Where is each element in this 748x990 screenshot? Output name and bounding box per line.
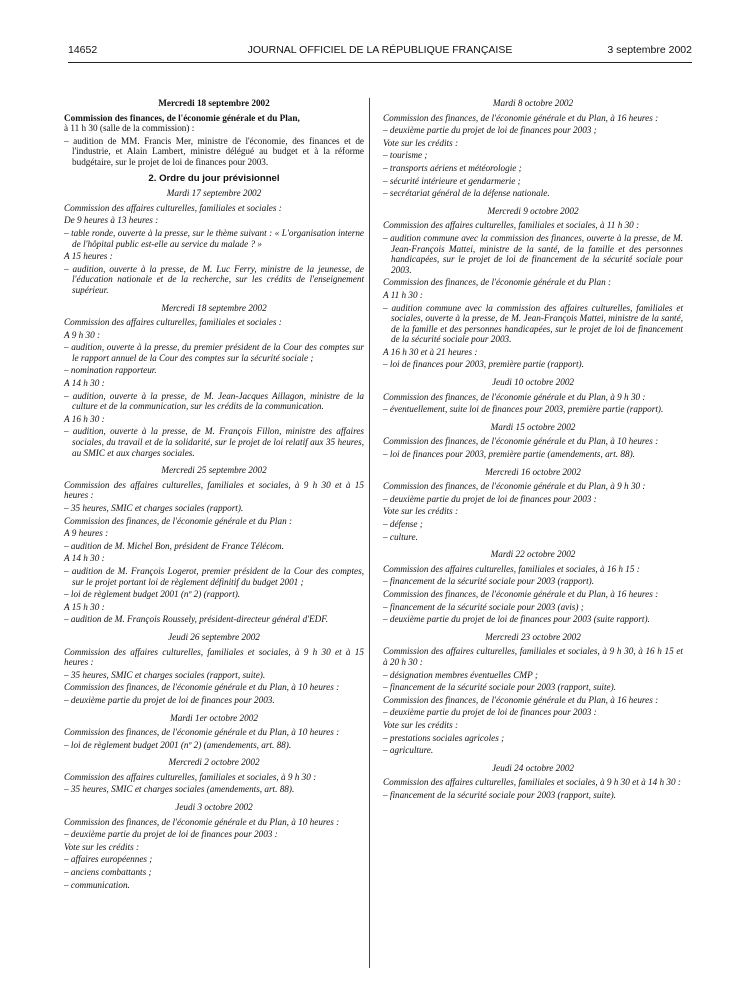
agenda-item: – audition commune avec la commission des affaires culturelles, familiales et sociales, ouverte à la presse, de M. Jean-François Mattei, ministre de la santé, de la famille et des personnes handicapées, sur le projet de loi de financement de la sécurité sociale pour 2003. — [383, 302, 683, 345]
commission-name: Commission des affaires culturelles, familiales et sociales, à 9 h 30 : — [64, 771, 317, 782]
session-time: De 9 heures à 13 heures : — [64, 215, 159, 226]
agenda-item: – audition de MM. Francis Mer, ministre de l'économie, des finances et de l'industrie, et Alain Lambert, ministre délégué au budget et à la réforme budgétaire, sur le projet de loi de finances pour 2003. — [64, 135, 364, 167]
session-time: A 15 heures : — [64, 251, 113, 262]
date-heading: Mardi 15 octobre 2002 — [490, 421, 576, 432]
date-heading: Mercredi 23 octobre 2002 — [485, 631, 581, 642]
session-time: A 16 h 30 et à 21 heures : — [383, 346, 478, 357]
vote-heading: Vote sur les crédits : — [383, 506, 459, 517]
page-header — [68, 44, 692, 62]
vote-item: – affaires européennes ; — [64, 854, 153, 865]
commission-name: Commission des affaires culturelles, familiales et sociales, à 9 h 30 et à 15 heures : — [64, 646, 364, 668]
commission-name: Commission des finances, de l'économie générale et du Plan, à 10 heures : — [64, 727, 340, 738]
commission-name: Commission des finances, de l'économie générale et du Plan, à 10 heures : — [64, 682, 340, 693]
agenda-item: – loi de finances pour 2003, première partie (amendements, art. 88). — [383, 449, 635, 460]
date-heading: Mercredi 25 septembre 2002 — [161, 465, 267, 476]
commission-name: Commission des finances, de l'économie générale et du Plan : — [64, 515, 293, 526]
agenda-item: – financement de la sécurité sociale pour 2003 (rapport, suite). — [383, 789, 616, 800]
agenda-item: – 35 heures, SMIC et charges sociales (amendements, art. 88). — [64, 784, 295, 795]
commission-name: Commission des affaires culturelles, familiales et sociales, à 9 h 30, à 16 h 15 et à 20 h 30 : — [383, 646, 683, 667]
section-title: 2. Ordre du jour prévisionnel — [148, 172, 280, 184]
date-heading: Mercredi 2 octobre 2002 — [168, 757, 260, 768]
commission-name: Commission des finances, de l'économie générale et du Plan, à 10 heures : — [64, 816, 340, 827]
vote-item: – secrétariat général de la défense nationale. — [383, 188, 550, 199]
agenda-item: – audition, ouverte à la presse, de M. François Fillon, ministre des affaires sociales, du travail et de la solidarité, sur le projet de loi relatif aux 35 heures, au SMIC et aux charges sociales. — [64, 426, 364, 458]
vote-heading: Vote sur les crédits : — [64, 841, 140, 852]
agenda-item: – financement de la sécurité sociale pour 2003 (rapport, suite). — [383, 682, 616, 693]
agenda-item: – deuxième partie du projet de loi de finances pour 2003 (suite rapport). — [383, 614, 650, 625]
commission-name: Commission des finances, de l'économie générale et du Plan, à 9 h 30 : — [383, 481, 646, 492]
session-time: A 15 h 30 : — [64, 601, 105, 612]
date-heading: Mardi 1er octobre 2002 — [170, 712, 258, 723]
journal-title: JOURNAL OFFICIEL DE LA RÉPUBLIQUE FRANÇAISE — [247, 44, 513, 56]
agenda-item: – audition de M. François Logerot, premier président de la Cour des comptes, sur le projet portant loi de règlement définitif du budget 2001 ; — [64, 565, 364, 587]
date-heading: Jeudi 24 octobre 2002 — [491, 762, 575, 773]
page-number: 14652 — [68, 44, 98, 56]
session-time: A 14 h 30 : — [64, 378, 105, 389]
commission-title: Commission des finances, de l'économie générale et du Plan, — [64, 112, 300, 123]
vote-item: – sécurité intérieure et gendarmerie ; — [383, 175, 521, 186]
date-heading: Mardi 8 octobre 2002 — [492, 98, 574, 108]
header-rule — [68, 62, 692, 63]
commission-name: Commission des finances, de l'économie générale et du Plan, à 9 h 30 : — [383, 391, 646, 402]
agenda-item: – 35 heures, SMIC et charges sociales (rapport). — [64, 503, 244, 513]
left-column — [64, 98, 364, 892]
agenda-item: – financement de la sécurité sociale pour 2003 (rapport). — [383, 576, 595, 587]
agenda-item: – financement de la sécurité sociale pour 2003 (avis) ; — [383, 601, 584, 612]
date-heading: Mardi 22 octobre 2002 — [490, 549, 576, 560]
agenda-item: – audition de M. Michel Bon, président de France Télécom. — [64, 540, 284, 551]
agenda-item: – deuxième partie du projet de loi de finances pour 2003. — [64, 694, 275, 705]
agenda-item: – audition commune avec la commission des finances, ouverte à la presse, de M. Jean-François Mattei, ministre de la santé, de la famille et des personnes handicapées, sur le projet de loi de financement de la sécurité sociale pour 2003. — [383, 232, 683, 275]
vote-item: – transports aériens et météorologie ; — [383, 162, 522, 173]
column-divider — [369, 98, 370, 968]
agenda-item: – table ronde, ouverte à la presse, sur le thème suivant : « L'organisation interne de l'hôpital public est-elle au service du malade ? » — [64, 227, 364, 249]
agenda-item: – 35 heures, SMIC et charges sociales (rapport, suite). — [64, 669, 266, 680]
date-heading: Mercredi 16 octobre 2002 — [485, 466, 581, 477]
session-time: à 11 h 30 (salle de la commission) : — [64, 123, 195, 134]
agenda-item: – loi de règlement budget 2001 (nº 2) (rapport). — [64, 589, 241, 600]
date-heading: Jeudi 26 septembre 2002 — [168, 631, 260, 642]
commission-name: Commission des finances, de l'économie générale et du Plan, à 16 heures : — [383, 588, 659, 599]
session-time: A 14 h 30 : — [64, 553, 105, 564]
date-heading: Mercredi 9 octobre 2002 — [487, 205, 579, 216]
agenda-item: – loi de règlement budget 2001 (nº 2) (amendements, art. 88). — [64, 739, 292, 750]
agenda-item: – audition, ouverte à la presse, du premier président de la Cour des comptes sur le rapport annuel de la Cour des comptes sur la sécurité sociale ; — [64, 342, 364, 363]
right-column — [383, 98, 683, 802]
commission-name: Commission des affaires culturelles, familiales et sociales, à 9 h 30 et à 14 h 30 : — [383, 777, 681, 788]
date-heading: Mercredi 18 septembre 2002 — [161, 302, 267, 313]
vote-item: – défense ; — [383, 519, 423, 529]
session-time: A 11 h 30 : — [383, 289, 423, 300]
commission-name: Commission des affaires culturelles, familiales et sociales, à 16 h 15 : — [383, 563, 640, 574]
session-time: A 9 h 30 : — [64, 329, 101, 340]
agenda-item: – désignation membres éventuelles CMP ; — [383, 669, 538, 680]
agenda-item: – loi de finances pour 2003, première partie (rapport). — [383, 359, 584, 370]
vote-item: – communication. — [64, 879, 130, 890]
commission-name: Commission des finances, de l'économie générale et du Plan, à 16 heures : — [383, 694, 659, 705]
agenda-item: – deuxième partie du projet de loi de finances pour 2003 : — [64, 829, 278, 840]
vote-item: – tourisme ; — [383, 150, 428, 161]
commission-name: Commission des finances, de l'économie générale et du Plan : — [383, 277, 612, 288]
session-time: A 9 heures : — [64, 528, 109, 539]
agenda-item: – deuxième partie du projet de loi de finances pour 2003 : — [383, 493, 597, 504]
commission-name: Commission des affaires culturelles, familiales et sociales : — [64, 317, 282, 328]
vote-item: – agriculture. — [383, 745, 434, 756]
commission-name: Commission des affaires culturelles, familiales et sociales : — [64, 202, 282, 213]
commission-name: Commission des finances, de l'économie générale et du Plan, à 10 heures : — [383, 436, 659, 447]
date-heading: Mardi 17 septembre 2002 — [166, 188, 262, 199]
vote-item: – anciens combattants ; — [64, 867, 152, 878]
vote-item: – culture. — [383, 531, 418, 542]
agenda-item: – audition de M. François Roussely, président-directeur général d'EDF. — [64, 614, 329, 625]
agenda-item: – audition, ouverte à la presse, de M. Jean-Jacques Aillagon, ministre de la culture et de la communication, sur les crédits de la communication. — [64, 390, 364, 412]
vote-heading: Vote sur les crédits : — [383, 137, 459, 148]
commission-name: Commission des affaires culturelles, familiales et sociales, à 11 h 30 : — [383, 220, 640, 231]
issue-date: 3 septembre 2002 — [607, 44, 692, 56]
agenda-item: – deuxième partie du projet de loi de finances pour 2003 : — [383, 707, 597, 718]
date-heading: Jeudi 3 octobre 2002 — [175, 802, 253, 813]
vote-item: – prestations sociales agricoles ; — [383, 732, 505, 743]
commission-name: Commission des affaires culturelles, familiales et sociales, à 9 h 30 et à 15 heures : — [64, 479, 364, 501]
agenda-item: – éventuellement, suite loi de finances pour 2003, première partie (rapport). — [383, 404, 664, 415]
agenda-item: – nomination rapporteur. — [64, 365, 157, 376]
date-heading: Mercredi 18 septembre 2002 — [158, 98, 270, 108]
commission-name: Commission des finances, de l'économie générale et du Plan, à 16 heures : — [383, 112, 659, 123]
date-heading: Jeudi 10 octobre 2002 — [491, 377, 575, 388]
agenda-item: – audition, ouverte à la presse, de M. Luc Ferry, ministre de la jeunesse, de l'éducation nationale et de la recherche, sur les crédits de l'enseignement supérieur. — [64, 263, 364, 295]
vote-heading: Vote sur les crédits : — [383, 719, 459, 730]
agenda-item: – deuxième partie du projet de loi de finances pour 2003 ; — [383, 125, 597, 136]
session-time: A 16 h 30 : — [64, 413, 105, 424]
